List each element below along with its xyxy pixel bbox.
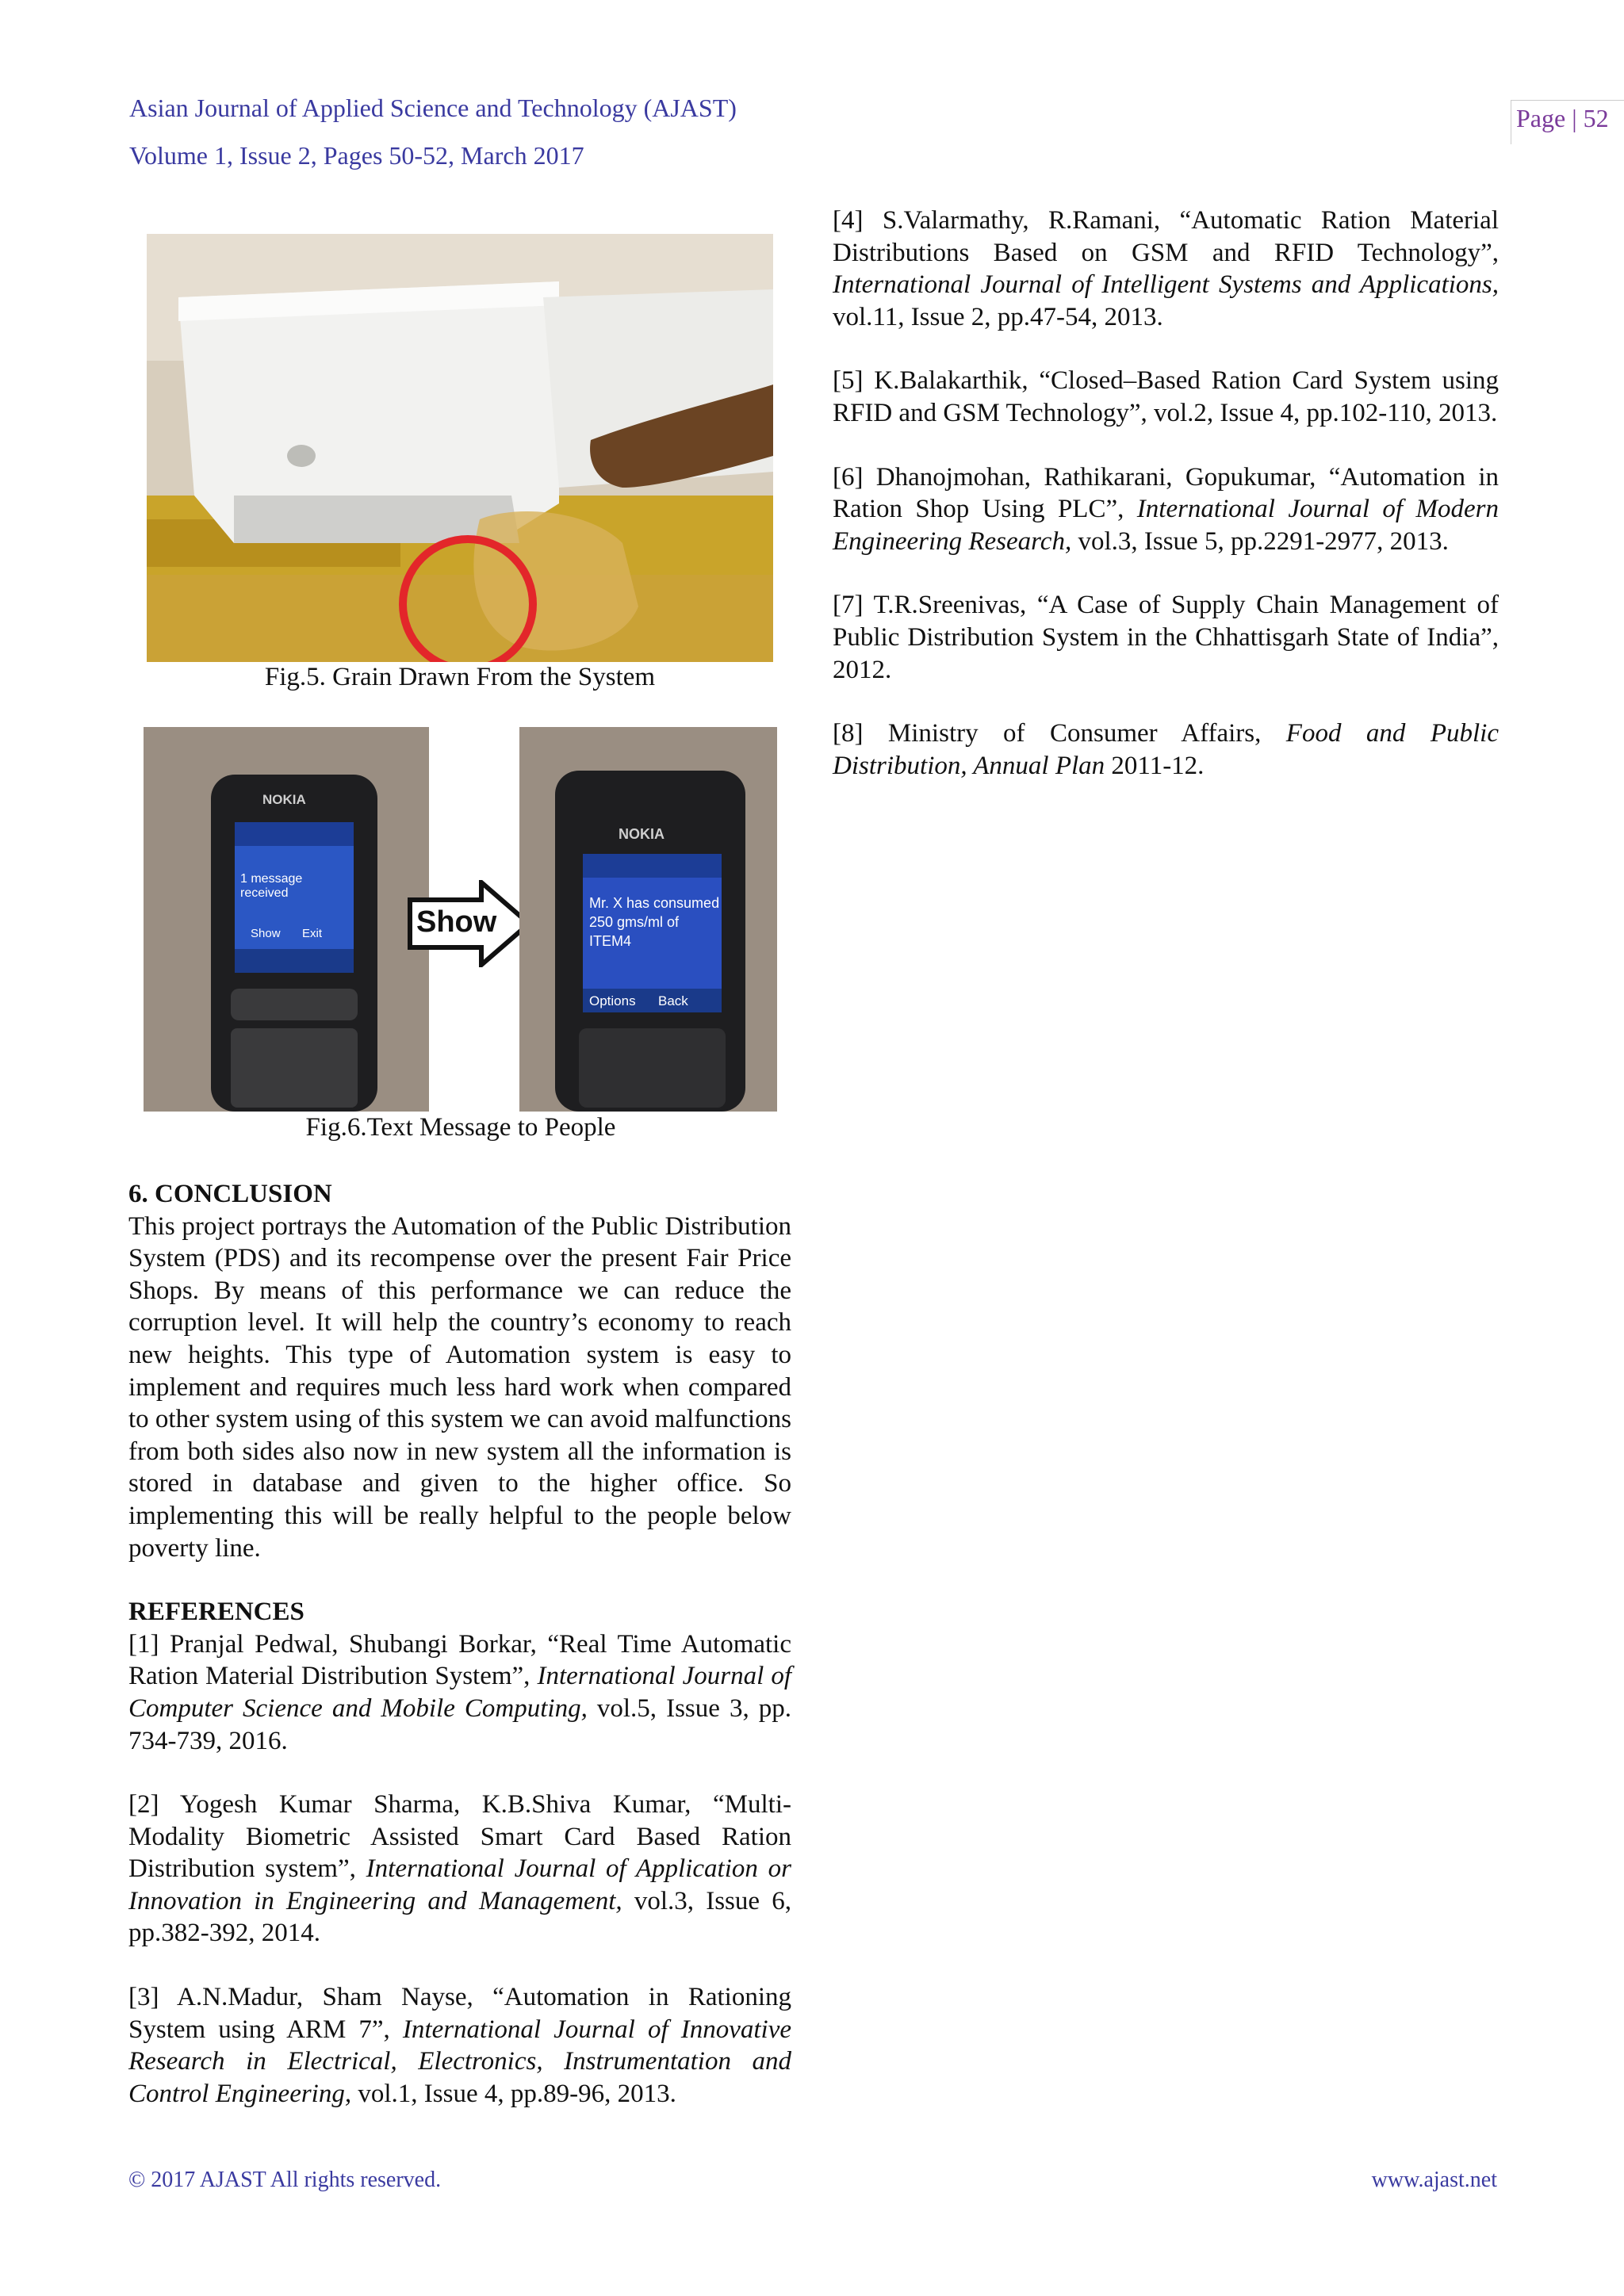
reference-item bbox=[833, 205, 1499, 333]
screen-line: 250 gms/ml of bbox=[589, 914, 680, 930]
screen-line: received bbox=[240, 886, 289, 900]
ref-details: vol.3, Issue 6, pp.382-392, 2014. bbox=[128, 1886, 791, 1948]
ref-details: vol.3, Issue 5, pp.2291-2977, 2013. bbox=[1071, 526, 1449, 556]
reference-item bbox=[833, 718, 1499, 782]
conclusion-text: This project portrays the Automation of the Public Distribution System (PDS) and its recompense over the present Fair Price Shops. By means of this performance we can reduce the corruption level. It will help the country’s economy to reach new heights. This type of Automation system is easy to implement and requires much less hard work when compared to other system using of this system we can avoid malfunctions from both sides also now in new system all the information is stored in database and given to the higher office. So implementing this will be really helpful to the people below poverty line. bbox=[128, 1211, 791, 1563]
ref-journal: International Journal of Modern Engineering Research, bbox=[833, 495, 1499, 556]
phone-left-softkey-left: Show bbox=[251, 927, 281, 940]
conclusion-heading: 6. CONCLUSION bbox=[128, 1180, 332, 1208]
ref-text: [3] A.N.Madur, Sham Nayse, “Automation in Rationing System using ARM 7”, bbox=[128, 1983, 791, 2044]
screen-line: Mr. X has consumed bbox=[589, 895, 720, 911]
right-column bbox=[833, 205, 1499, 782]
ref-text: [1] Pranjal Pedwal, Shubangi Borkar, “Real Time Automatic Ration Material Distribution System”, bbox=[128, 1629, 791, 1691]
phone-right-brand: NOKIA bbox=[619, 826, 665, 842]
phone-right-screen bbox=[589, 894, 719, 951]
ref-journal: International Journal of Intelligent Systems and Applications, bbox=[833, 270, 1499, 300]
ref-text: [7] T.R.Sreenivas, “A Case of Supply Chain Management of Public Distribution System in the Chhattisgarh State of India”, 2012. bbox=[833, 591, 1499, 684]
ref-text: [8] Ministry of Consumer Affairs, bbox=[833, 719, 1286, 748]
reference-item bbox=[128, 1628, 791, 1757]
fig6-caption: Fig.6.Text Message to People bbox=[305, 1113, 616, 1142]
ref-text: [2] Yogesh Kumar Sharma, K.B.Shiva Kumar, “Multi-Modality Biometric Assisted Smart Card Based Ration Distribution system”, bbox=[128, 1790, 791, 1884]
reference-item bbox=[833, 365, 1499, 429]
phone-right-softkey-right: Back bbox=[658, 993, 688, 1008]
website-link[interactable]: www.ajast.net bbox=[1371, 2168, 1497, 2192]
ref-details: vol.1, Issue 4, pp.89-96, 2013. bbox=[351, 2079, 676, 2108]
ref-text: [6] Dhanojmohan, Rathikarani, Gopukumar, “Automation in Ration Shop Using PLC”, bbox=[833, 462, 1499, 524]
fig5-caption: Fig.5. Grain Drawn From the System bbox=[264, 663, 656, 691]
phone-left-softkey-right: Exit bbox=[302, 927, 323, 940]
screen-line: ITEM4 bbox=[589, 933, 632, 949]
phone-left-brand: NOKIA bbox=[262, 792, 306, 807]
grain-dispenser-photo bbox=[147, 234, 773, 662]
reference-item bbox=[833, 589, 1499, 686]
ref-journal: International Journal of Innovative Research in Electrical, Electronics, Instrumentation and Control Engineering, bbox=[128, 2015, 791, 2108]
fig6-phone-right bbox=[519, 727, 777, 1112]
reference-item bbox=[128, 1981, 791, 2110]
copyright: © 2017 AJAST All rights reserved. bbox=[128, 2168, 442, 2192]
ref-details: 2011-12. bbox=[1105, 751, 1205, 780]
phone-left-screen bbox=[240, 872, 302, 901]
ref-journal: International Journal of Computer Science and Mobile Computing, bbox=[128, 1662, 791, 1723]
screen-line: 1 message bbox=[240, 872, 303, 886]
ref-text: [5] K.Balakarthik, “Closed–Based Ration Card System using RFID and GSM Technology”, vol.2, Issue 4, pp.102-110, 2013. bbox=[833, 366, 1499, 427]
references-heading: REFERENCES bbox=[128, 1598, 304, 1627]
issue-info: Volume 1, Issue 2, Pages 50-52, March 2017 bbox=[129, 141, 584, 170]
phone-left-body bbox=[144, 727, 429, 1112]
ref-journal: Food and Public Distribution, Annual Plan bbox=[833, 719, 1499, 780]
page-number: Page | 52 bbox=[1511, 100, 1624, 144]
arrow-label: Show bbox=[416, 905, 497, 939]
ref-details: vol.5, Issue 3, pp. 734-739, 2016. bbox=[128, 1693, 791, 1755]
reference-item bbox=[128, 1789, 791, 1950]
journal-title: Asian Journal of Applied Science and Technology (AJAST) bbox=[129, 94, 737, 122]
ref-details: vol.11, Issue 2, pp.47-54, 2013. bbox=[833, 302, 1163, 331]
fig6-phone-left bbox=[144, 727, 429, 1112]
ref-text: [4] S.Valarmathy, R.Ramani, “Automatic Ration Material Distributions Based on GSM and RFID Technology”, bbox=[833, 206, 1499, 267]
phone-right-softkey-left: Options bbox=[589, 993, 636, 1008]
ref-journal: International Journal of Application or Innovation in Engineering and Management, bbox=[128, 1854, 792, 1915]
fig5-photo bbox=[147, 234, 773, 662]
reference-item bbox=[833, 461, 1499, 558]
left-column bbox=[128, 1178, 791, 2110]
